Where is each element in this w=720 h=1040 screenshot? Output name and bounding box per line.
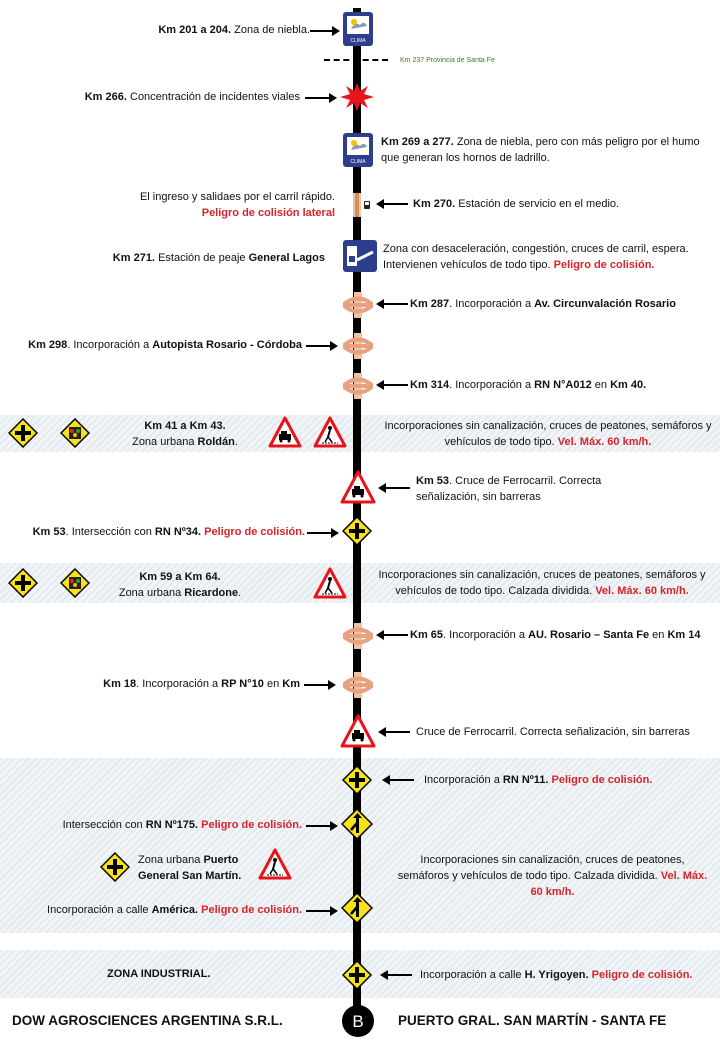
arrow-right-icon bbox=[306, 341, 338, 351]
item-km53-train: Km 53. Cruce de Ferrocarril. Correcta señalización, sin barreras bbox=[416, 475, 602, 503]
item-km271: Km 271. Estación de peaje General Lagos bbox=[112, 252, 325, 264]
crossroad-sign-icon bbox=[100, 852, 130, 882]
arrow-left-icon bbox=[376, 199, 408, 209]
arrow-right-icon bbox=[310, 26, 340, 36]
province-border-line bbox=[324, 59, 388, 61]
zona-industrial-label: ZONA INDUSTRIAL. bbox=[107, 968, 211, 980]
item-km287: Km 287. Incorporación a Av. Circunvalación Rosario bbox=[410, 298, 676, 310]
item-km314: Km 314. Incorporación a RN N°A012 en Km 40. bbox=[410, 379, 647, 391]
service-station-icon bbox=[350, 193, 372, 217]
item-km59: Km 59 a Km 64. Zona urbana Ricardone. bbox=[118, 571, 242, 599]
pedestrian-crossing-sign-icon bbox=[313, 416, 347, 448]
item-km269: Km 269 a 277. Zona de niebla, pero con más peligro por el humo que generan los hornos de ladrillo. bbox=[381, 136, 700, 164]
item-roldan-desc: Incorporaciones sin canalización, cruces de peatones, semáforos y vehículos de todo tipo. Vel. Máx. 60 km/h. bbox=[384, 420, 712, 448]
item-km298: Km 298. Incorporación a Autopista Rosario - Córdoba bbox=[28, 339, 302, 351]
arrow-right-icon bbox=[305, 93, 337, 103]
arrow-left-icon bbox=[382, 775, 414, 785]
clima-label: CLIMA bbox=[350, 38, 366, 44]
interchange-icon bbox=[343, 672, 373, 698]
arrow-left-icon bbox=[376, 299, 408, 309]
item-yrigoyen: Incorporación a calle H. Yrigoyen. Peligro de colisión. bbox=[420, 969, 693, 981]
clima-label: CLIMA bbox=[350, 159, 366, 165]
crossroad-sign-icon bbox=[342, 960, 372, 990]
item-zona-desaceleracion: Zona con desaceleración, congestión, cruces de carril, espera. Intervienen vehículos de todo tipo. Peligro de colisión. bbox=[383, 243, 689, 271]
item-train-crossing-2: Cruce de Ferrocarril. Correcta señalización, sin barreras bbox=[416, 726, 690, 738]
toll-station-sign-icon bbox=[343, 240, 377, 272]
train-crossing-sign-icon bbox=[340, 714, 376, 748]
item-km41: Km 41 a Km 43. Zona urbana Roldán. bbox=[132, 420, 238, 448]
item-km270: Km 270. Estación de servicio en el medio. bbox=[413, 198, 620, 210]
merge-sign-icon bbox=[341, 892, 373, 924]
arrow-right-icon bbox=[304, 680, 336, 690]
item-ingreso-carril: El ingreso y salidaes por el carril rápido. Peligro de colisión lateral bbox=[139, 191, 335, 219]
item-puerto-desc: Incorporaciones sin canalización, cruces de peatones, semáforos y vehículos de todo tipo. Calzada dividida. Vel. Máx. 60 km/h. bbox=[397, 854, 708, 898]
fog-weather-sign-icon bbox=[343, 12, 373, 46]
item-ricardone-desc: Incorporaciones sin canalización, cruces de peatones, semáforos y vehículos de todo tipo. Calzada dividida. Vel. Máx. 60 km/h. bbox=[378, 569, 706, 597]
arrow-left-icon bbox=[378, 727, 410, 737]
arrow-left-icon bbox=[380, 970, 412, 980]
crossroad-sign-icon bbox=[342, 765, 372, 795]
traffic-light-sign-icon bbox=[60, 418, 90, 448]
arrow-left-icon bbox=[376, 630, 408, 640]
crossroad-sign-icon bbox=[8, 568, 38, 598]
item-rn175: Intersección con RN Nº175. Peligro de colisión. bbox=[62, 819, 302, 831]
item-puerto-gsm: Zona urbana Puerto General San Martín. bbox=[138, 854, 242, 882]
province-label: Km 237 Provincia de Santa Fe bbox=[400, 57, 495, 64]
destination-marker bbox=[341, 1004, 375, 1038]
item-america: Incorporación a calle América. Peligro de colisión. bbox=[47, 904, 302, 916]
item-km65: Km 65. Incorporación a AU. Rosario – Santa Fe en Km 14 bbox=[410, 629, 701, 641]
crossroad-sign-icon bbox=[342, 516, 372, 546]
interchange-icon bbox=[343, 623, 373, 649]
item-km266: Km 266. Concentración de incidentes viales bbox=[84, 91, 300, 103]
item-km18: Km 18. Incorporación a RP N°10 en Km bbox=[103, 678, 300, 690]
footer-company: DOW AGROSCIENCES ARGENTINA S.R.L. bbox=[12, 1013, 283, 1028]
pedestrian-crossing-sign-icon bbox=[313, 567, 347, 599]
arrow-left-icon bbox=[376, 380, 408, 390]
traffic-light-sign-icon bbox=[60, 568, 90, 598]
item-km53-rn34: Km 53. Intersección con RN Nº34. Peligro de colisión. bbox=[32, 526, 305, 538]
pedestrian-crossing-sign-icon bbox=[258, 848, 292, 880]
fog-weather-sign-icon bbox=[343, 133, 373, 167]
crossroad-sign-icon bbox=[8, 418, 38, 448]
arrow-right-icon bbox=[306, 821, 338, 831]
train-crossing-sign-icon bbox=[268, 416, 302, 448]
arrow-right-icon bbox=[306, 906, 338, 916]
item-rn11: Incorporación a RN Nº11. Peligro de colisión. bbox=[424, 774, 653, 786]
incident-star-icon bbox=[340, 83, 374, 111]
merge-sign-icon bbox=[341, 808, 373, 840]
footer-location: PUERTO GRAL. SAN MARTÍN - SANTA FE bbox=[398, 1013, 667, 1028]
interchange-icon bbox=[343, 333, 373, 359]
destination-marker-label: B bbox=[352, 1012, 364, 1031]
arrow-left-icon bbox=[378, 483, 410, 493]
train-crossing-sign-icon bbox=[340, 470, 376, 504]
interchange-icon bbox=[343, 373, 373, 399]
interchange-icon bbox=[343, 292, 373, 318]
arrow-right-icon bbox=[307, 528, 339, 538]
item-km201: Km 201 a 204. Zona de niebla. bbox=[158, 24, 310, 36]
